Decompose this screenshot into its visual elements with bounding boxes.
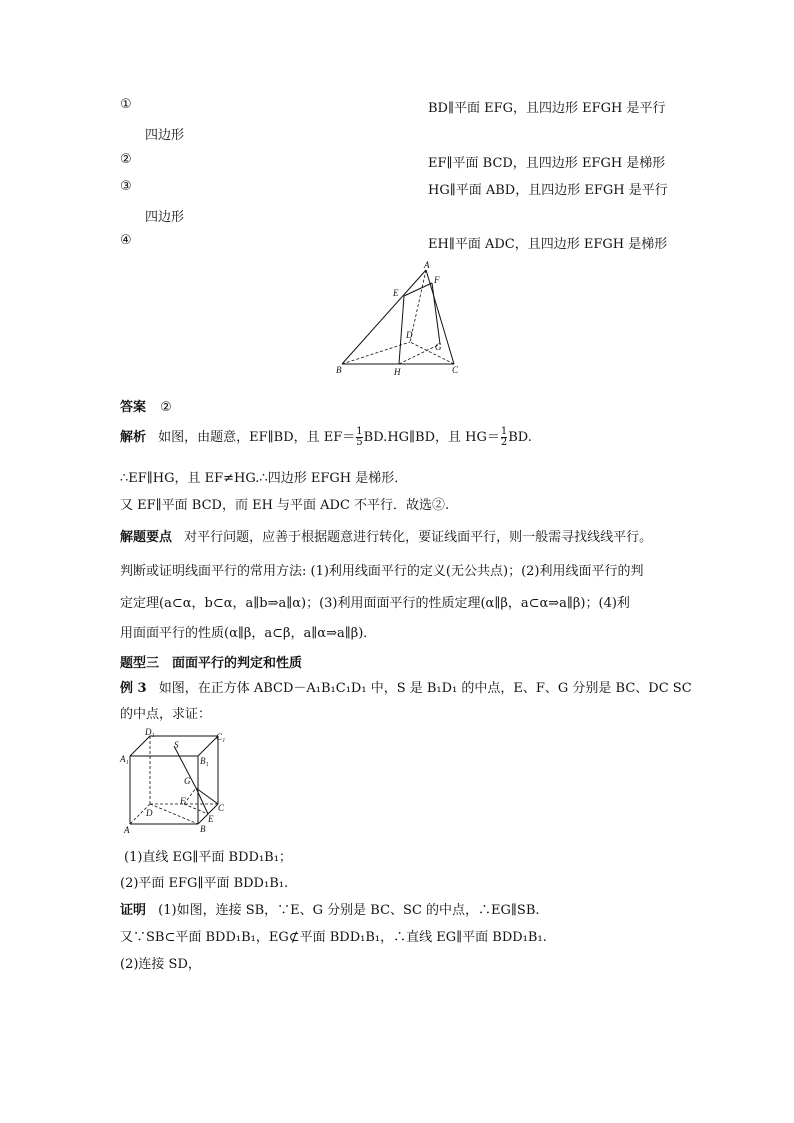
frac1-numerator: 1 [356,426,363,437]
answer-label: 答案 [120,400,147,415]
example-label: 例 3 [120,681,147,696]
label-E: E [393,288,399,298]
analysis-text-1c: BD. [508,430,532,445]
option-2-text: EF∥平面 BCD，且四边形 EFGH 是梯形 [428,156,666,171]
key-points-label: 解题要点 [120,530,173,545]
proof-text-1: (1)如图，连接 SB，∵E、G 分别是 BC、SC 的中点，∴EG∥SB. [158,903,540,918]
label-A1: A₁ [120,754,129,764]
option-4-number: ④ [120,233,132,248]
example-line-1 [120,677,692,696]
claim-2: (2)平面 EFG∥平面 BDD₁B₁. [120,876,289,891]
label-S: S [174,740,179,750]
option-3-text: HG∥平面 ABD，且四边形 EFGH 是平行 [428,183,668,198]
label-G: G [435,342,442,352]
proof-line-2: 又∵SB⊂平面 BDD₁B₁，EG⊄平面 BDD₁B₁，∴直线 EG∥平面 BDD₁B₁. [120,930,547,945]
frac2-denominator: 2 [500,437,508,448]
claim-1: (1)直线 EG∥平面 BDD₁B₁； [124,850,292,865]
proof-line-3: (2)连接 SD， [120,957,201,972]
frac1-denominator: 5 [356,437,363,448]
analysis-line-3: 又 EF∥平面 BCD，而 EH 与平面 ADC 不平行．故选②. [120,498,450,513]
fraction-one-fifth [356,427,362,448]
label-C: C [452,365,459,375]
edge-C1B1 [198,736,218,756]
analysis-label: 解析 [120,430,147,445]
label-H: H [394,367,401,377]
label-C: C [218,803,225,813]
key-points-line-2: 判断或证明线面平行的常用方法: (1)利用线面平行的定义(无公共点)；(2)利用线面平行的判 [120,564,644,579]
example-text-1: 如图，在正方体 ABCD－A₁B₁C₁D₁ 中，S 是 B₁D₁ 的中点，E、F、G 分别是 BC、DC SC [158,681,692,696]
option-1-text: BD∥平面 EFG，且四边形 EFGH 是平行 [428,101,666,116]
key-points-line-3: 定定理(a⊂α，b⊂α，a∥b⇒a∥α)；(3)利用面面平行的性质定理(α∥β，a⊂α⇒a∥β)；(4)利 [120,596,630,611]
edge-CD-hidden [410,342,454,364]
frac2-numerator: 1 [500,426,508,437]
analysis-text-1b: BD.HG∥BD，且 HG＝ [363,430,500,445]
analysis-text-1a: 如图，由题意，EF∥BD，且 EF＝ [158,430,356,445]
label-F: F [434,275,440,285]
option-1-continued: 四边形 [145,128,185,143]
key-points-line-4: 用面面平行的性质(α∥β，a⊂β，a∥α⇒a∥β)． [120,626,377,641]
proof-label: 证明 [120,903,147,918]
label-B: B [336,365,342,375]
option-1-number: ① [120,97,132,112]
label-C1: C₁ [216,732,226,742]
proof-line-1 [120,899,540,918]
section-title: 题型三 面面平行的判定和性质 [120,656,303,671]
answer-line [120,396,172,415]
option-4-text: EH∥平面 ADC，且四边形 EFGH 是梯形 [428,237,668,252]
label-D: D [406,330,413,340]
edge-D1A1 [130,736,150,756]
tetrahedron-figure [328,258,468,380]
option-3-continued: 四边形 [145,210,185,225]
segment-EH [399,296,404,364]
example-line-2: 的中点，求证： [120,707,212,722]
label-E: E [208,814,214,824]
label-A: A [424,260,430,270]
label-D1: D₁ [145,727,155,737]
fraction-one-half [501,427,507,448]
cube-figure [118,726,230,838]
segment-FG-hidden [184,788,196,804]
label-D: D [146,808,153,818]
label-B1: B₁ [200,756,209,766]
key-points-line-1 [120,526,652,545]
option-3-number: ③ [120,179,132,194]
label-A: A [124,825,130,835]
analysis-line-1 [120,426,532,448]
label-G: G [184,776,191,786]
analysis-line-2: ∴EF∥HG，且 EF≠HG.∴四边形 EFGH 是梯形． [120,471,408,486]
edge-AB [342,270,426,364]
answer-value: ② [160,400,172,415]
option-2-number: ② [120,152,132,167]
label-F: F [180,796,186,806]
key-points-text-1: 对平行问题，应善于根据题意进行转化，要证线面平行，则一般需寻找线线平行。 [184,530,653,545]
label-B: B [200,824,206,834]
